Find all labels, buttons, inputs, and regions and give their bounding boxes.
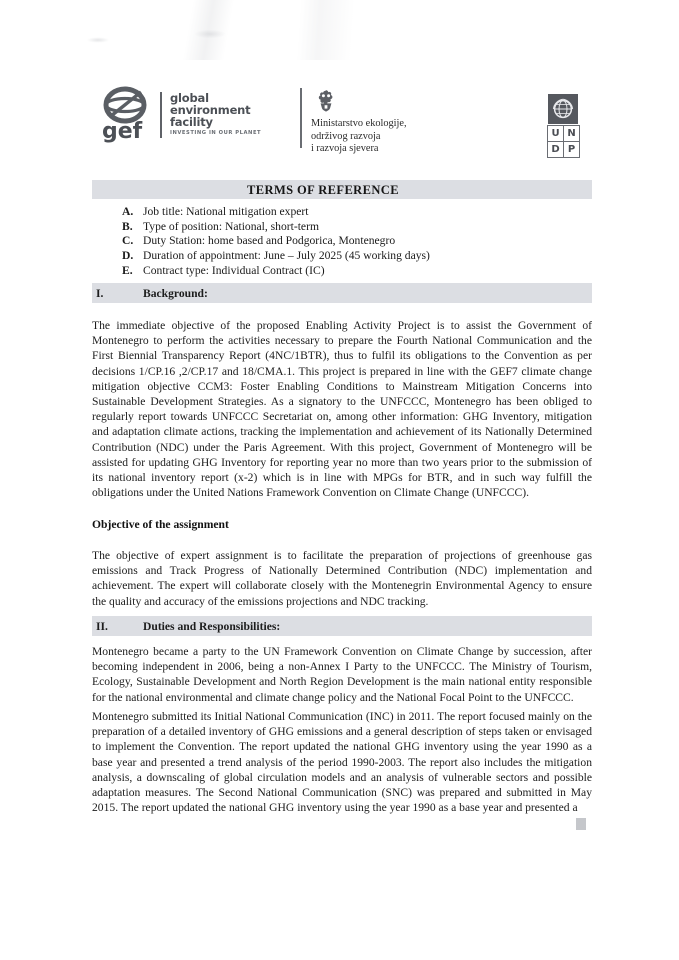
- list-item-marker: B.: [122, 219, 133, 233]
- gef-tagline: INVESTING IN OUR PLANET: [170, 130, 262, 137]
- background-paragraph: The immediate objective of the proposed Enabling Activity Project is to assist the Government of Montenegro to perform the activities necessary to prepare the Fourth National Communication and the First Biennial Transparency Report (4NC/1BTR), thus to fulfil its obligations to the Convention as per decisions 1/CP.16 ,2/CP.17 and 18/CMA.1. This project is prepared in line with the GEF7 climate change mitigation objective CCM3: Foster Enabling Conditions to Mainstream Mitigation Concerns into Sustainable Development Strategies. As a signatory to the UNFCCC, Montenegro has been obliged to regularly report towards UNFCCC Secretariat on, among other information: GHG Inventory, mitigation and adaptation climate actions, tracking the implementation and achievement of its Nationally Determined Contribution (NDC) under the Paris Agreement. With this project, Government of Montenegro will be assisted for updating GHG Inventory for reporting year no more than two years prior to the submission of its national inventory report (x-2) which is in line with MPGs for BTR, and in such way fulfill the obligations under the United Nations Framework Convention on Climate Change (UNFCCC).: [92, 319, 592, 500]
- list-item-marker: C.: [122, 234, 134, 248]
- list-item: [122, 264, 592, 279]
- section-label: Duties and Responsibilities:: [143, 620, 281, 633]
- list-item-text: Duty Station: home based and Podgorica, Montenegro: [143, 234, 396, 248]
- gef-wordmark: [170, 93, 261, 136]
- section-label: Background:: [143, 287, 208, 300]
- list-item: [122, 234, 592, 249]
- undp-lettermark: [547, 125, 591, 158]
- svg-text:gef: gef: [102, 119, 143, 144]
- ministry-line-3: i razvoja sjevera: [311, 143, 379, 155]
- list-item-marker: E.: [122, 263, 133, 277]
- list-item-marker: D.: [122, 249, 134, 263]
- section-heading-background: [92, 616, 592, 636]
- undp-letter-n: N: [564, 126, 580, 142]
- undp-letter-p: P: [564, 142, 580, 158]
- duties-paragraph-2: Montenegro submitted its Initial National Communication (INC) in 2011. The report focused mainly on the preparation of a detailed inventory of GHG emissions and a general description of steps taken or envisaged to implement the Convention. The report updated the national GHG inventory using the year 1990 as a base year and presented a trend analysis of the period 1990-2003. The report also includes the mitigation analysis, a downscaling of global circulation models and an analysis of vulnerable sectors and possible adaptation measures. The Second National Communication (SNC) was prepared and submitted in May 2015. The report updated the national GHG inventory using the year 1990 as a base year and presented a: [92, 710, 592, 815]
- list-item-marker: A.: [122, 205, 134, 218]
- ministry-divider: [300, 88, 302, 148]
- list-item: [122, 220, 592, 235]
- list-item: [122, 249, 592, 264]
- gef-word-facility: facility: [170, 114, 213, 129]
- section-number: II.: [96, 620, 108, 633]
- ministry-line-2: održivog razvoja: [311, 130, 381, 142]
- list-item-text: Contract type: Individual Contract (IC): [143, 263, 325, 277]
- duties-paragraph-1: Montenegro became a party to the UN Framework Convention on Climate Change by succession, after becoming independent in 2006, being a non-Annex I Party to the UNFCCC. The Ministry of Tourism, Ecology, Sustainable Development and North Region Development is the main national entity responsible for the national environmental and climate change policy and the National Focal Point to the UNFCCC.: [92, 645, 592, 704]
- scan-artifact-edge: [576, 818, 586, 830]
- undp-letter-u: U: [548, 126, 564, 142]
- montenegro-coat-of-arms-icon: [313, 88, 339, 114]
- gef-divider: [160, 92, 162, 138]
- scan-artifact-top: [0, 0, 679, 60]
- objective-paragraph: The objective of expert assignment is to facilitate the preparation of projections of greenhouse gas emissions and Track Progress of Nationally Determined Contribution (NDC) implementation and achievement. The expert will collaborate closely with the Montenegrin Environmental Agency to ensure the quality and accuracy of the emissions projections and NDC tracking.: [92, 549, 592, 608]
- page-title: TERMS OF REFERENCE: [247, 183, 399, 197]
- gef-logo: [100, 86, 261, 144]
- section-number: I.: [96, 287, 104, 300]
- ministry-name: [311, 118, 407, 156]
- undp-letter-d: D: [548, 142, 564, 158]
- gef-globe-icon: [100, 86, 156, 144]
- un-emblem-icon: [548, 94, 578, 124]
- undp-logo: [547, 94, 591, 158]
- gef-word-environment: environment: [170, 102, 251, 117]
- list-item-text: Duration of appointment: June – July 2025 (45 working days): [143, 249, 430, 263]
- list-item-text: Type of position: National, short-term: [143, 219, 319, 233]
- gef-word-global: global: [170, 91, 209, 106]
- objective-heading: Objective of the assignment: [92, 518, 229, 531]
- ministry-line-1: Ministarstvo ekologije,: [311, 118, 407, 129]
- ministry-logo: [300, 88, 407, 156]
- list-item: [122, 205, 592, 220]
- document-title-band: [92, 180, 592, 199]
- list-item-text: Job title: National mitigation expert: [143, 205, 309, 218]
- document-header: [92, 86, 592, 166]
- position-details-list: [122, 205, 592, 279]
- section-heading-background: [92, 283, 592, 303]
